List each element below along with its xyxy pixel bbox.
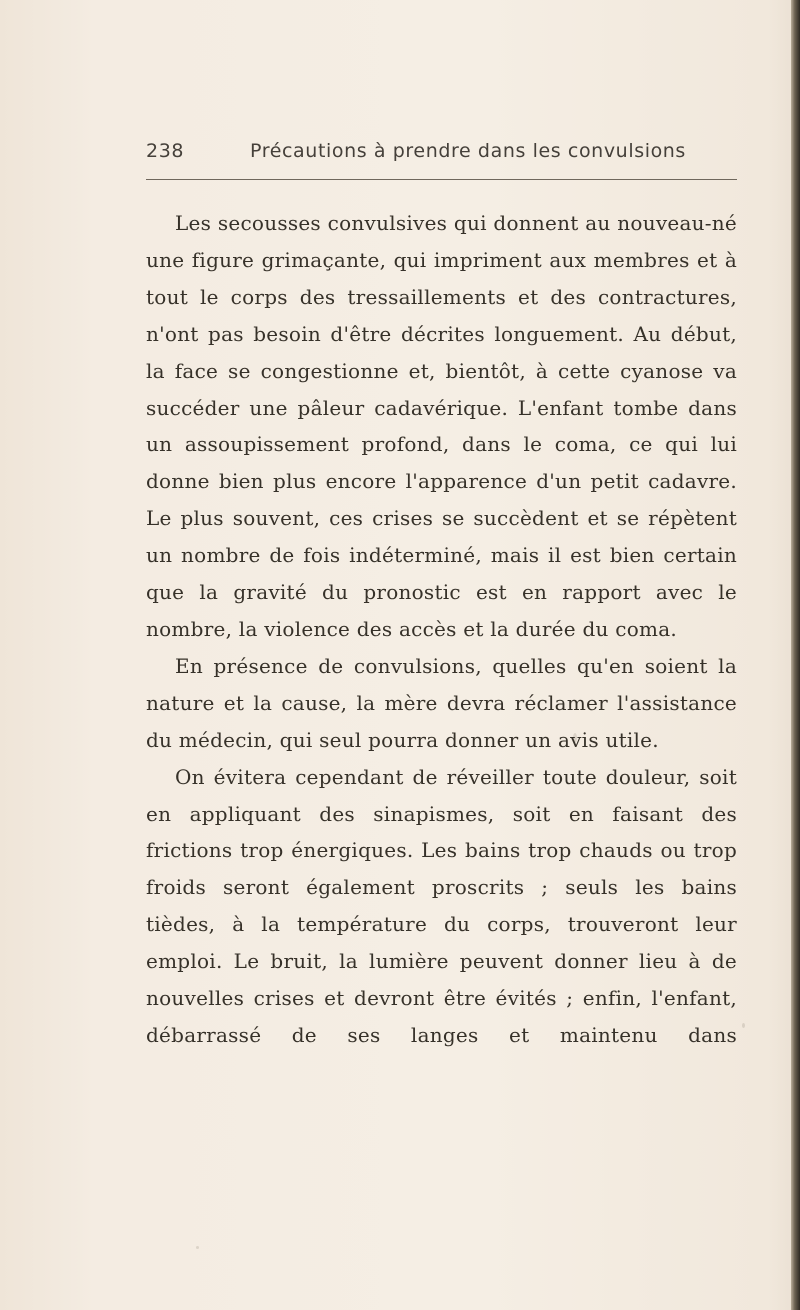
paragraph: On évitera cependant de réveiller toute douleur, soit en appliquant des sinapismes, soit en faisant des frictions trop énergiques. Les bains trop chauds ou trop froids seront également proscrits ; seuls les bains tièdes, à la température du corps, trouveront leur emploi. Le bruit, la lumière peuvent donner lieu à de nouvelles crises et devront être évités ; enfin, l'enfant, débarrassé de ses langes et maintenu dans <box>146 764 737 1047</box>
paragraph: En présence de convulsions, quelles qu'en soient la nature et la cause, la mère devra réclamer l'assistance du médecin, qui seul pourra donner un avis utile. <box>146 653 737 752</box>
paper-speck <box>742 1023 745 1028</box>
paper-speck <box>196 1246 199 1249</box>
page-number: 238 <box>146 140 185 162</box>
running-title: Précautions à prendre dans les convulsions <box>250 140 686 162</box>
page-header <box>146 140 746 168</box>
header-rule <box>146 179 737 180</box>
paragraph: Les secousses convulsives qui donnent au nouveau-né une figure grimaçante, qui impriment aux membres et à tout le corps des tressaillements et des contractures, n'ont pas besoin d'être décrites longuement. Au début, la face se congestionne et, bientôt, à cette cyanose va succéder une pâleur cadavérique. L'enfant tombe dans un assoupissement profond, dans le coma, ce qui lui donne bien plus encore l'apparence d'un petit cadavre. Le plus souvent, ces crises se succèdent et se répètent un nombre de fois indéterminé, mais il est bien certain que la gravité du pronostic est en rapport avec le nombre, la violence des accès et la durée du coma. <box>146 211 737 641</box>
page-edge-shadow <box>791 0 800 1310</box>
body-text <box>146 205 737 1054</box>
